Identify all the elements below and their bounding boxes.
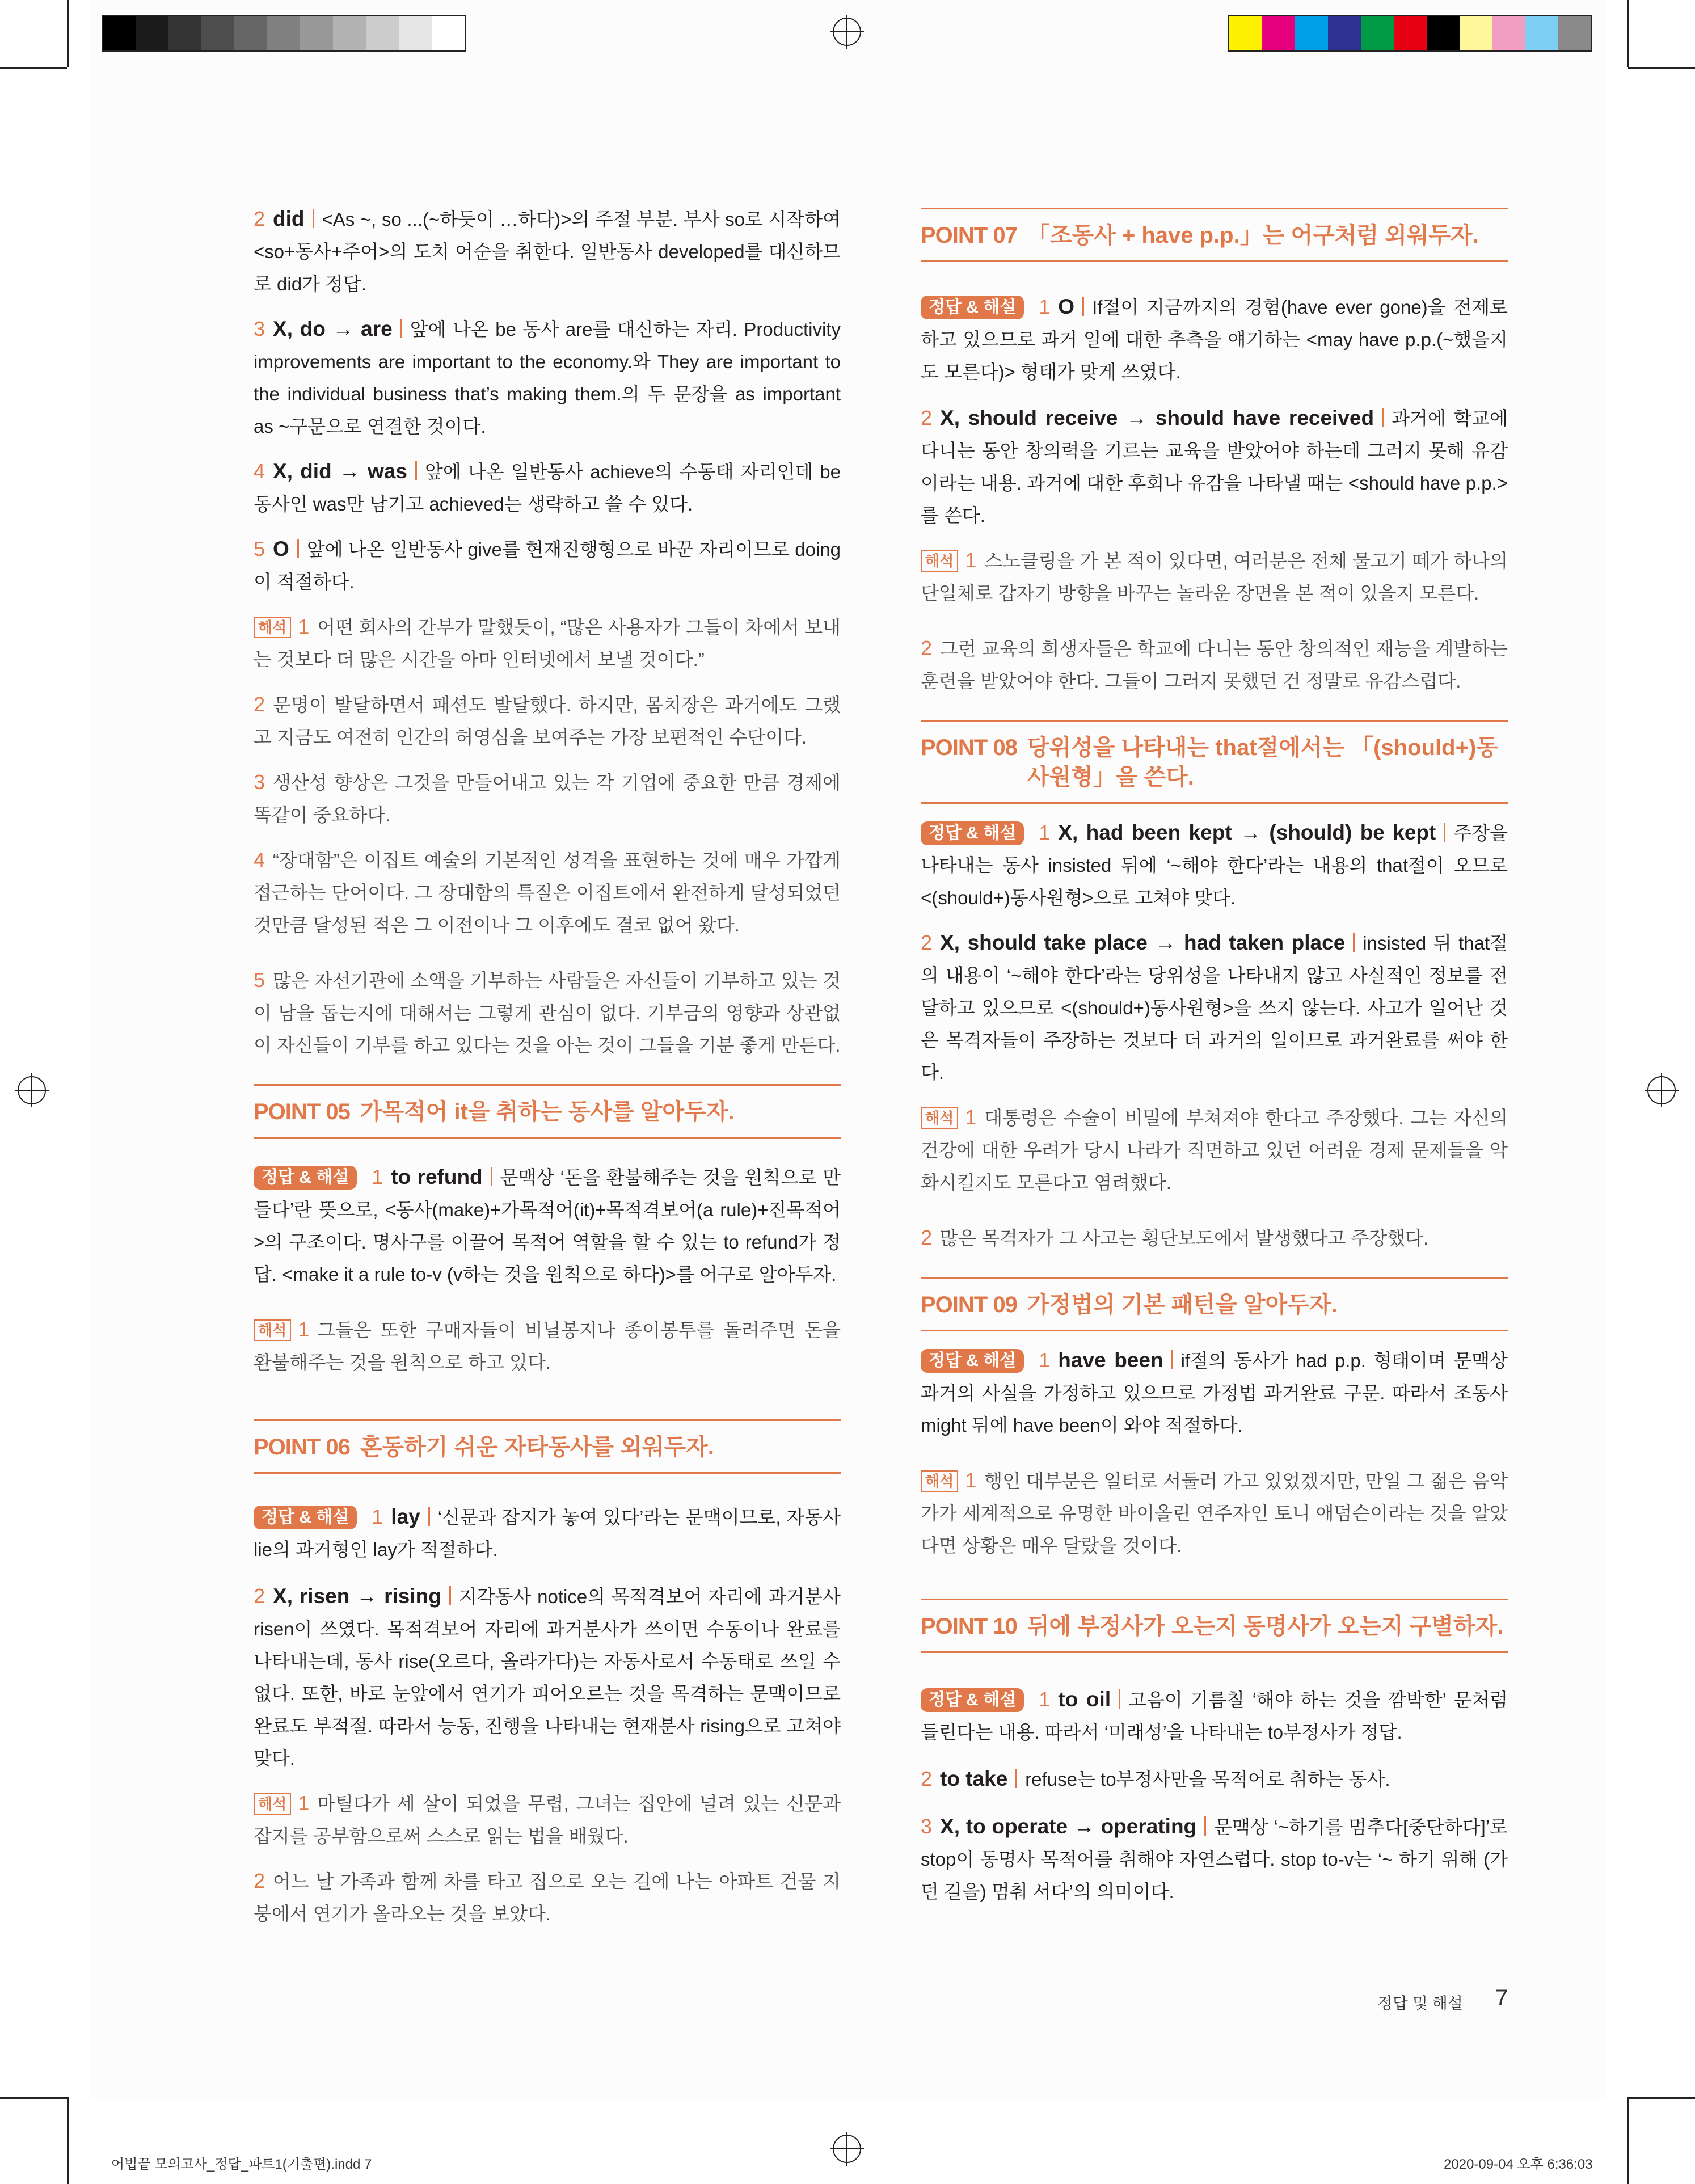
item-number: 1	[965, 549, 977, 572]
separator-bar	[1444, 823, 1445, 842]
translation-badge: 해석	[254, 1793, 291, 1815]
point-title: 혼동하기 쉬운 자타동사를 외워두자.	[360, 1435, 714, 1460]
answer-item	[254, 1161, 841, 1291]
answer-explanation-badge: 정답 & 해설	[254, 1506, 357, 1529]
color-swatch	[1262, 16, 1295, 50]
crop-mark	[1628, 2097, 1695, 2099]
answer-item	[921, 1344, 1508, 1441]
separator-bar	[449, 1586, 451, 1605]
translation-item	[921, 632, 1508, 697]
separator-bar	[1204, 1816, 1206, 1836]
answer-item	[921, 926, 1508, 1089]
item-number: 2	[254, 207, 265, 230]
separator-bar	[491, 1167, 492, 1186]
answer-text: to refund	[391, 1165, 483, 1188]
translation-badge: 해석	[921, 550, 958, 572]
point-label: POINT 09	[921, 1292, 1017, 1317]
color-swatch	[103, 16, 136, 50]
translation-item	[921, 1101, 1508, 1199]
item-number: 2	[921, 636, 933, 660]
registration-mark-icon	[1645, 1073, 1679, 1107]
separator-bar	[1082, 297, 1084, 316]
registration-mark-icon	[15, 1073, 49, 1107]
point-label: POINT 08	[921, 735, 1017, 760]
explanation-text: 스노클링을 가 본 적이 있다면, 여러분은 전체 물고기 떼가 하나의 단일체로 갑자기 방향을 바꾸는 놀라운 장면을 본 적이 있을지 모른다.	[921, 550, 1508, 604]
item-number: 1	[1039, 1688, 1051, 1711]
answer-text: X, to operate → operating	[940, 1815, 1197, 1838]
color-swatch	[1295, 16, 1328, 50]
point-header	[921, 1599, 1508, 1653]
color-swatch	[1394, 16, 1427, 50]
point-title: 가정법의 기본 패턴을 알아두자.	[1027, 1292, 1338, 1317]
separator-bar	[400, 319, 402, 338]
separator-bar	[1353, 933, 1355, 952]
answer-text: X, do → are	[273, 317, 393, 340]
crop-mark	[67, 2097, 69, 2184]
point-label: POINT 10	[921, 1614, 1017, 1639]
color-swatch	[1492, 16, 1525, 50]
explanation-text: 마틸다가 세 살이 되었을 무렵, 그녀는 집안에 널려 있는 신문과 잡지를 공부함으로써 스스로 읽는 법을 배웠다.	[254, 1793, 841, 1846]
item-number: 1	[965, 1469, 977, 1492]
explanation-text: <As ~, so ...(~하듯이 …하다)>의 주절 부분. 부사 so로 시작하여 <so+동사+주어>의 도치 어순을 취한다. 일반동사 developed를 대신하므로 did가 정답.	[254, 209, 841, 294]
crop-mark	[1627, 2097, 1629, 2184]
explanation-text: 앞에 나온 일반동사 give를 현재진행형으로 바꾼 자리이므로 doing이 적절하다.	[254, 539, 841, 592]
translation-item	[921, 1464, 1508, 1562]
explanation-text: 많은 자선기관에 소액을 기부하는 사람들은 자신들이 기부하고 있는 것이 남을 돕는지에 대해서는 그렇게 관심이 없다. 기부금의 영향과 상관없이 자신들이 기부를 하고 있다는 것을 아는 것이 그들을 기분 좋게 만든다.	[254, 970, 841, 1056]
answer-text: X, risen → rising	[273, 1584, 441, 1608]
explanation-text: ‘신문과 잡지가 놓여 있다’라는 문맥이므로, 자동사 lie의 과거형인 lay가 적절하다.	[254, 1507, 841, 1560]
explanation-text: “장대함”은 이집트 예술의 기본적인 성격을 표현하는 것에 매우 가깝게 접근하는 단어이다. 그 장대함의 특질은 이집트에서 완전하게 달성되었던 것만큼 달성된 적은 그 이전이나 그 이후에도 결코 없어 왔다.	[254, 850, 841, 935]
item-number: 2	[921, 406, 933, 429]
answer-item	[254, 1580, 841, 1774]
color-swatch	[201, 16, 234, 50]
separator-bar	[1119, 1689, 1120, 1709]
crop-mark	[1628, 67, 1695, 69]
explanation-text: 주장을 나타내는 동사 insisted 뒤에 ‘~해야 한다’라는 내용의 that절이 오므로 <(should+)동사원형>으로 고쳐야 맞다.	[921, 823, 1508, 908]
color-swatch	[1427, 16, 1460, 50]
crop-mark	[1627, 0, 1629, 67]
item-number: 2	[921, 931, 933, 954]
answer-text: to take	[940, 1767, 1008, 1790]
answer-text: O	[273, 537, 289, 560]
grayscale-color-bar	[102, 15, 466, 52]
point-title: 뒤에 부정사가 오는지 동명사가 오는지 구별하자.	[1027, 1614, 1504, 1639]
explanation-text: 고음이 기름칠 ‘해야 하는 것을 깜박한’ 문처럼 들린다는 내용. 따라서 ‘미래성’을 나타내는 to부정사가 정답.	[921, 1689, 1508, 1743]
explanation-text: 어느 날 가족과 함께 차를 타고 집으로 오는 길에 나는 아파트 건물 지붕에서 연기가 올라오는 것을 보았다.	[254, 1871, 841, 1924]
color-swatch	[1328, 16, 1361, 50]
translation-item	[921, 544, 1508, 609]
point-title: 「조동사 + have p.p.」는 어구처럼 외워두자.	[1027, 223, 1479, 248]
explanation-text: 그런 교육의 희생자들은 학교에 다니는 동안 창의적인 재능을 계발하는 훈련을 받았어야 한다. 그들이 그러지 못했던 건 정말로 유감스럽다.	[921, 638, 1508, 692]
answer-text: O	[1058, 295, 1075, 318]
answer-item	[921, 1763, 1508, 1795]
color-swatch	[432, 16, 465, 50]
item-number: 1	[372, 1505, 383, 1528]
crop-mark	[0, 2097, 67, 2099]
explanation-text: 문명이 발달하면서 패션도 발달했다. 하지만, 몸치장은 과거에도 그랬고 지금도 여전히 인간의 허영심을 보여주는 가장 보편적인 수단이다.	[254, 694, 841, 748]
process-color-bar	[1228, 15, 1592, 52]
explanation-text: 그들은 또한 구매자들이 비닐봉지나 종이봉투를 돌려주면 돈을 환불해주는 것을 원칙으로 하고 있다.	[254, 1319, 841, 1373]
item-number: 5	[254, 537, 265, 560]
explanation-text: if절의 동사가 had p.p. 형태이며 문맥상 과거의 사실을 가정하고 있으므로 가정법 과거완료 구문. 따라서 조동사 might 뒤에 have been이 와야 적절하다.	[921, 1350, 1508, 1436]
translation-item	[254, 964, 841, 1061]
item-number: 2	[254, 1584, 265, 1608]
explanation-text: 앞에 나온 일반동사 achieve의 수동태 자리인데 be동사인 was만 남기고 achieved는 생략하고 쓸 수 있다.	[254, 461, 841, 515]
explanation-text: 대통령은 수술이 비밀에 부쳐져야 한다고 주장했다. 그는 자신의 건강에 대한 우려가 당시 나라가 직면하고 있던 어려운 경제 문제들을 악화시킬지도 모른다고 염려했다.	[921, 1107, 1508, 1193]
separator-bar	[297, 539, 299, 558]
color-swatch	[1229, 16, 1262, 50]
explanation-text: 생산성 향상은 그것을 만들어내고 있는 각 기업에 중요한 만큼 경제에 똑같이 중요하다.	[254, 772, 841, 825]
translation-badge: 해석	[921, 1470, 958, 1492]
answer-text: have been	[1058, 1348, 1163, 1372]
translation-item	[254, 1865, 841, 1930]
answer-item	[254, 1500, 841, 1566]
color-swatch	[1525, 16, 1558, 50]
color-swatch	[1558, 16, 1591, 50]
answer-item	[921, 290, 1508, 388]
color-swatch	[267, 16, 300, 50]
point-header	[254, 1084, 841, 1139]
point-label: POINT 05	[254, 1099, 350, 1124]
translation-badge: 해석	[254, 1319, 291, 1341]
answer-item	[921, 1810, 1508, 1908]
page-number: 7	[1495, 1985, 1508, 2010]
point-header	[254, 1419, 841, 1474]
answer-item	[254, 313, 841, 442]
translation-badge: 해석	[921, 1107, 958, 1129]
explanation-text: 문맥상 ‘~하기를 멈추다[중단하다]’로 stop이 동명사 목적어를 취해야 자연스럽다. stop to-v는 ‘~ 하기 위해 (가던 길을) 멈춰 서다’의 의미이다.	[921, 1816, 1508, 1902]
separator-bar	[1171, 1350, 1173, 1369]
color-swatch	[136, 16, 168, 50]
color-swatch	[300, 16, 333, 50]
item-number: 1	[372, 1165, 383, 1188]
color-swatch	[234, 16, 267, 50]
item-number: 1	[1039, 295, 1051, 318]
item-number: 1	[298, 1318, 310, 1341]
separator-bar	[428, 1507, 430, 1526]
point-title: 당위성을 나타내는 that절에서는 「(should+)동사원형」을 쓴다.	[1027, 735, 1498, 790]
color-swatch	[1460, 16, 1492, 50]
answer-text: did	[273, 207, 305, 230]
slug-filename: 어법끝 모의고사_정답_파트1(기출편).indd 7	[111, 2157, 372, 2172]
item-number: 3	[254, 770, 265, 794]
item-number: 2	[921, 1767, 933, 1790]
point-label: POINT 07	[921, 223, 1017, 248]
explanation-text: refuse는 to부정사만을 목적어로 취하는 동사.	[1025, 1769, 1390, 1790]
item-number: 3	[254, 317, 265, 340]
answer-item	[921, 402, 1508, 532]
color-swatch	[168, 16, 201, 50]
item-number: 4	[254, 459, 265, 483]
point-title: 가목적어 it을 취하는 동사를 알아두자.	[360, 1099, 735, 1124]
answer-item	[254, 533, 841, 598]
answer-explanation-badge: 정답 & 해설	[254, 1166, 357, 1190]
translation-badge: 해석	[254, 617, 291, 638]
answer-item	[921, 816, 1508, 914]
point-label: POINT 06	[254, 1435, 350, 1460]
color-swatch	[333, 16, 366, 50]
item-number: 4	[254, 848, 265, 871]
answer-text: X, did → was	[273, 459, 407, 483]
answer-item	[254, 203, 841, 300]
explanation-text: 지각동사 notice의 목적격보어 자리에 과거분사 risen이 쓰였다. 목적격보어 자리에 과거분사가 쓰이면 수동이나 완료를 나타내는데, 동사 rise(오르다, 올라가다)는 자동사로서 수동태로 쓰일 수 없다. 또한, 바로 눈앞에서 연기가 피어오르는 것을 목격하는 문맥이므로 완료도 부적절. 따라서 능동, 진행을 나타내는 현재분사 rising으로 고쳐야 맞다.	[254, 1586, 841, 1769]
explanation-text: 많은 목격자가 그 사고는 횡단보도에서 발생했다고 주장했다.	[940, 1228, 1429, 1249]
color-swatch	[366, 16, 399, 50]
answer-item	[921, 1683, 1508, 1748]
item-number: 1	[1039, 821, 1051, 844]
registration-mark-icon	[830, 15, 864, 49]
point-header	[921, 720, 1508, 804]
answer-text: X, should receive → should have received	[940, 406, 1374, 429]
answer-text: to oil	[1058, 1688, 1111, 1711]
color-swatch	[399, 16, 432, 50]
answer-explanation-badge: 정답 & 해설	[921, 1688, 1024, 1712]
explanation-text: 앞에 나온 be 동사 are를 대신하는 자리. Productivity improvements are important to the economy.와 They are important to the individual business that’s making them.의 두 문장을 as important as ~구문으로 연결한 것이다.	[254, 319, 841, 437]
explanation-text: 과거에 학교에 다니는 동안 창의력을 기르는 교육을 받았어야 하는데 그러지 못해 유감이라는 내용. 과거에 대한 후회나 유감을 나타낼 때는 <should have p.p.>를 쓴다.	[921, 408, 1508, 526]
explanation-text: insisted 뒤 that절의 내용이 ‘~해야 한다’라는 당위성을 나타내지 않고 사실적인 정보를 전달하고 있으므로 <(should+)동사원형>을 쓰지 않는다. 사고가 일어난 것은 목격자들이 주장하는 것보다 더 과거의 일이므로 과거완료를 써야 한다.	[921, 933, 1508, 1083]
item-number: 1	[1039, 1348, 1051, 1372]
color-swatch	[1361, 16, 1394, 50]
answer-explanation-badge: 정답 & 해설	[921, 821, 1024, 845]
footer-section-title: 정답 및 해설	[1377, 1995, 1463, 2012]
registration-mark-icon	[830, 2132, 864, 2166]
answer-text: lay	[391, 1505, 420, 1528]
item-number: 2	[254, 1869, 265, 1892]
point-header	[921, 1277, 1508, 1331]
item-number: 2	[921, 1226, 933, 1249]
explanation-text: 어떤 회사의 간부가 말했듯이, “많은 사용자가 그들이 차에서 보내는 것보다 더 많은 시간을 아마 인터넷에서 보낼 것이다.”	[254, 617, 841, 670]
translation-item	[254, 844, 841, 941]
item-number: 1	[298, 615, 310, 638]
translation-item	[921, 1221, 1508, 1254]
item-number: 2	[254, 693, 265, 716]
answer-explanation-badge: 정답 & 해설	[921, 296, 1024, 319]
explanation-text: If절이 지금까지의 경험(have ever gone)을 전제로 하고 있으므로 과거 일에 대한 추측을 얘기하는 <may have p.p.(~했을지도 모른다)> 형태가 맞게 쓰였다.	[921, 297, 1508, 382]
separator-bar	[1015, 1769, 1017, 1788]
item-number: 1	[298, 1791, 310, 1815]
item-number: 3	[921, 1815, 933, 1838]
slug-timestamp: 2020-09-04 오후 6:36:03	[1444, 2157, 1593, 2172]
crop-mark	[0, 67, 67, 69]
separator-bar	[1382, 408, 1384, 427]
separator-bar	[415, 461, 417, 480]
translation-item	[254, 610, 841, 676]
point-header	[921, 208, 1508, 262]
item-number: 5	[254, 968, 265, 992]
explanation-text: 문맥상 ‘돈을 환불해주는 것을 원칙으로 만들다’란 뜻으로, <동사(make)+가목적어(it)+목적격보어(a rule)+진목적어>의 구조이다. 명사구를 이끌어 목적어 역할을 할 수 있는 to refund가 정답. <make it a rule to-v (v하는 것을 원칙으로 하다)>를 어구로 알아두자.	[254, 1167, 841, 1285]
separator-bar	[313, 209, 314, 228]
answer-item	[254, 455, 841, 520]
translation-item	[254, 1313, 841, 1378]
translation-item	[254, 766, 841, 831]
translation-item	[254, 1787, 841, 1852]
item-number: 1	[965, 1106, 977, 1129]
answer-explanation-badge: 정답 & 해설	[921, 1349, 1024, 1373]
answer-text: X, should take place → had taken place	[940, 931, 1346, 954]
answer-text: X, had been kept → (should) be kept	[1058, 821, 1436, 844]
translation-item	[254, 688, 841, 753]
crop-mark	[67, 0, 69, 67]
explanation-text: 행인 대부분은 일터로 서둘러 가고 있었겠지만, 만일 그 젊은 음악가가 세계적으로 유명한 바이올린 연주자인 토니 애덤슨이라는 것을 알았다면 상황은 매우 달랐을 것이다.	[921, 1470, 1508, 1556]
